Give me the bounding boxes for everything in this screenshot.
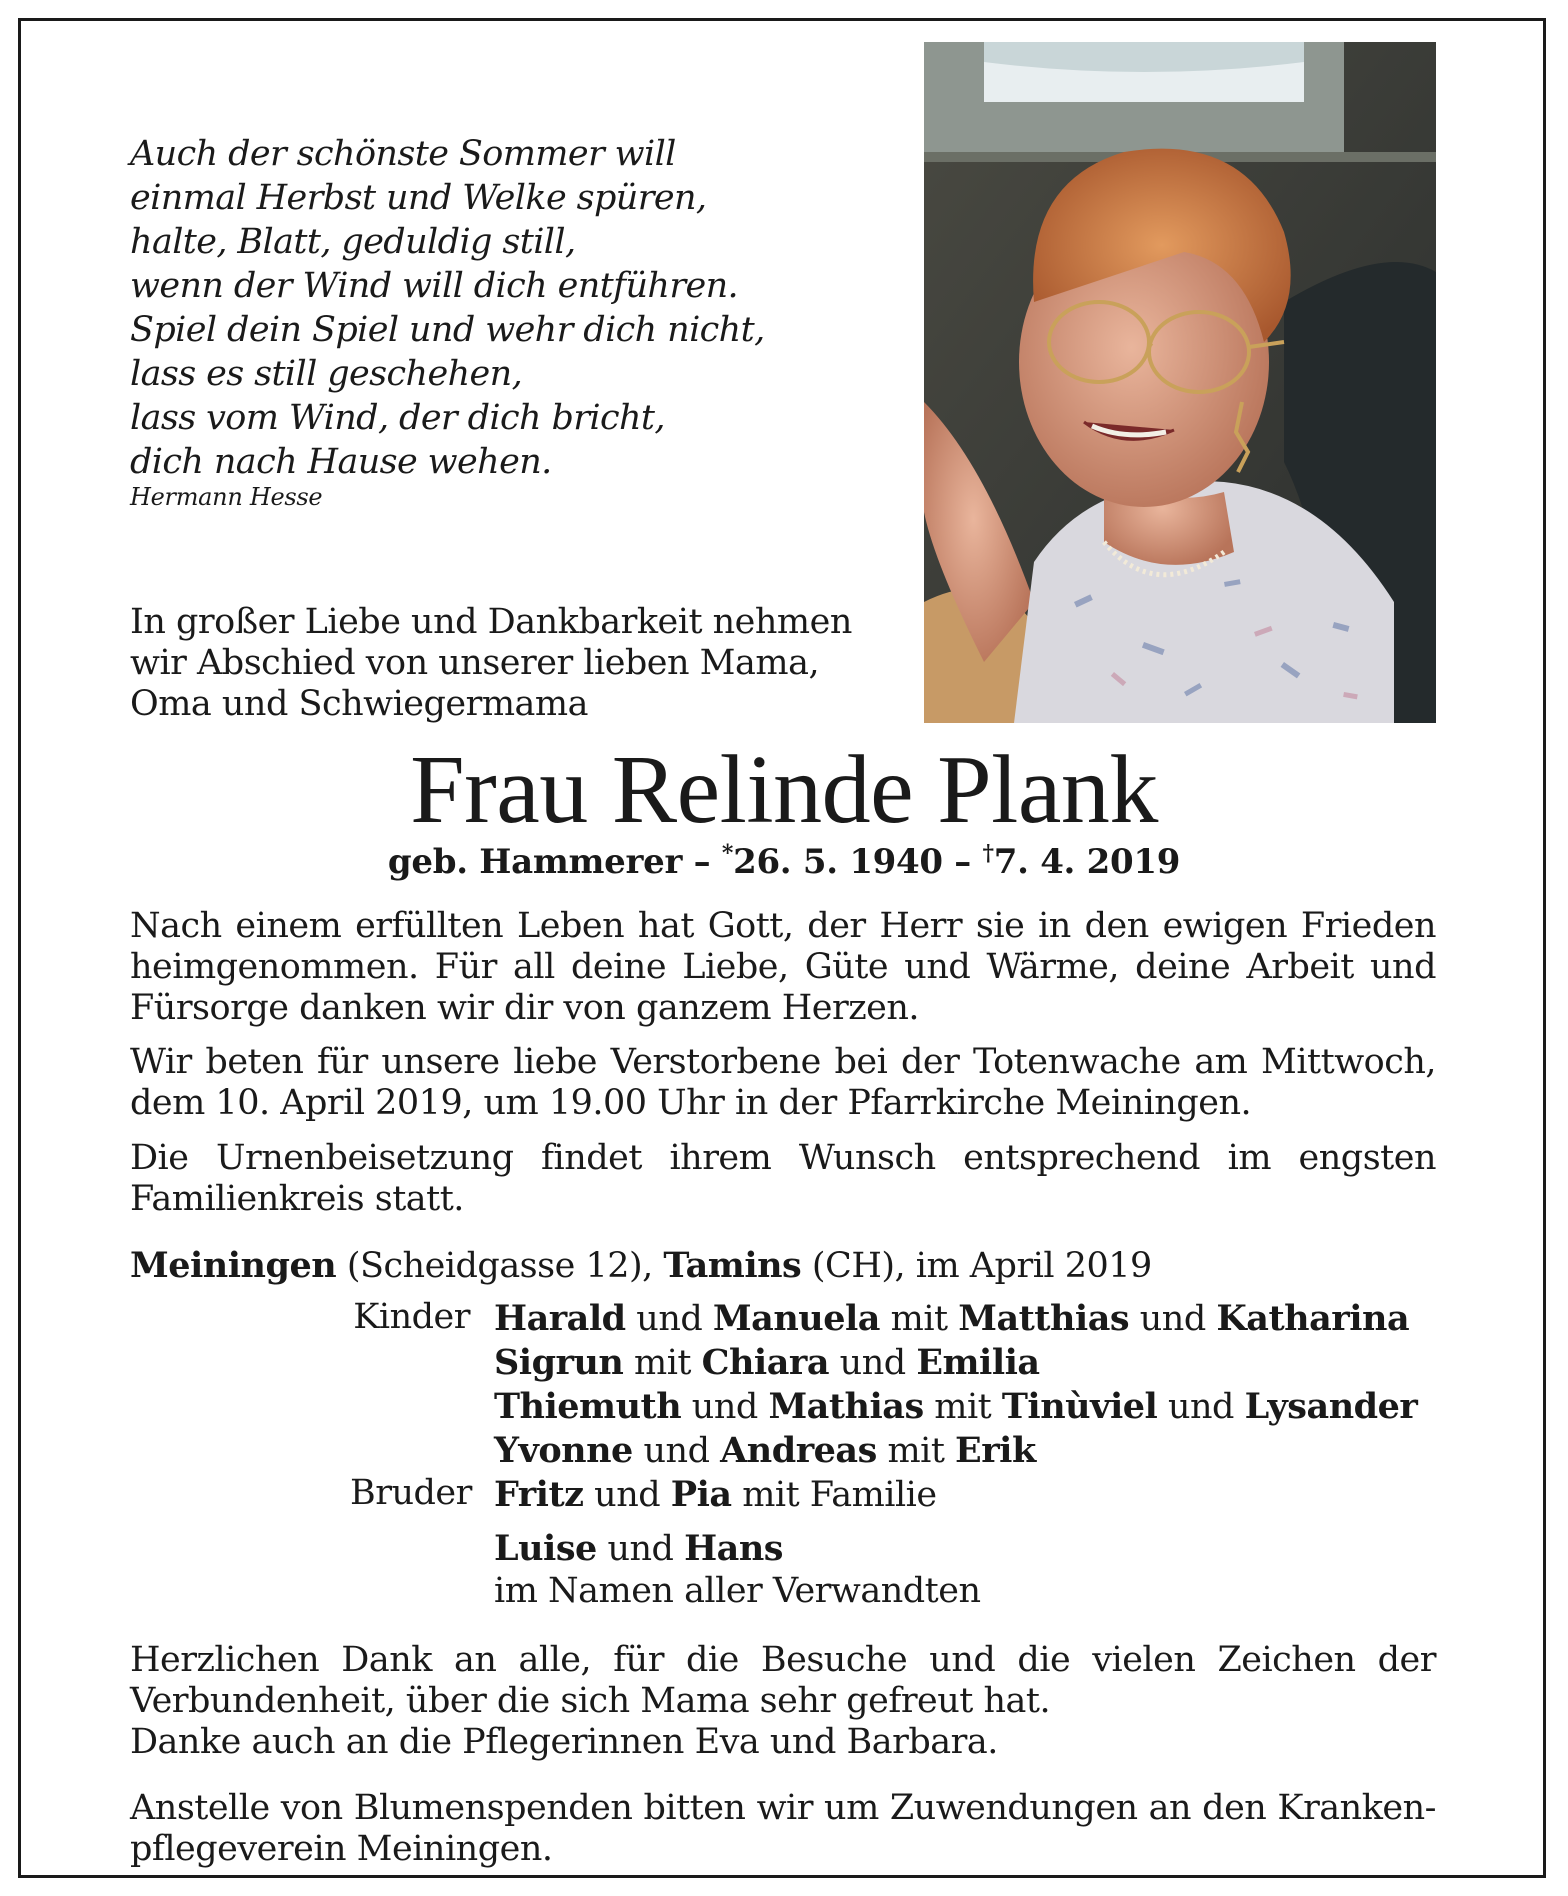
paragraph-line: heimgenommen. Für all deine Liebe, Güte und Wärme, deine Arbeit und [130,947,1436,987]
poem-author: Hermann Hesse [130,483,323,511]
poem-line: lass vom Wind, der dich bricht, [130,398,665,438]
family-line [494,1297,1409,1341]
place-date-line [130,1245,1152,1286]
family-member: Luise [494,1528,597,1569]
paragraph-burial [130,1138,1436,1220]
paragraph-line: Die Urnenbeisetzung findet ihrem Wunsch entsprechend im engsten [130,1138,1436,1178]
paragraph-line: Familienkreis statt. [130,1179,464,1219]
family-member: Harald [494,1298,626,1339]
paragraph-line: Wir beten für unsere liebe Verstorbene bei der Totenwache am Mittwoch, [130,1042,1436,1082]
family-member: Sigrun [494,1342,624,1383]
intro-text [130,602,860,725]
family-member: Manuela [712,1298,880,1339]
paragraph-thanks [130,1640,1436,1763]
paragraph-line: Fürsorge danken wir dir von ganzem Herzen. [130,988,920,1028]
connector: mit [634,1343,691,1383]
intro-line: In großer Liebe und Dankbarkeit nehmen [130,602,852,642]
death-date: 7. 4. 2019 [993,842,1181,882]
family-member: Tinùviel [1001,1386,1158,1427]
connector: und [839,1343,906,1383]
paragraph-donation [130,1788,1436,1870]
deceased-name: Frau Relinde Plank [410,736,1158,844]
poem [130,132,780,484]
family-member: Pia [670,1474,732,1515]
poem-line: wenn der Wind will dich entführen. [130,266,739,306]
family-closing: im Namen aller Verwandten [494,1571,981,1611]
family-line [494,1341,1040,1385]
address: (Scheidgasse 12), [346,1246,653,1286]
connector: mit [887,1431,945,1471]
connector: mit Familie [742,1475,937,1515]
paragraph-wake [130,1042,1436,1124]
family-member: Emilia [916,1342,1040,1383]
connector: und [607,1529,674,1569]
paragraph-line: Danke auch an die Pflegerinnen Eva und Barbara. [130,1722,998,1762]
intro-line: Oma und Schwiegermama [130,684,588,724]
poem-line: Spiel dein Spiel und wehr dich nicht, [130,310,765,350]
family-member: Andreas [720,1430,877,1471]
dash: – [693,842,711,882]
poem-line: Auch der schönste Sommer will [130,134,676,174]
connector: und [1167,1387,1234,1427]
family-member: Erik [955,1430,1036,1471]
family-member: Matthias [958,1298,1130,1339]
family-line [494,1385,1417,1429]
poem-line: halte, Blatt, geduldig still, [130,222,576,262]
paragraph-line: Verbundenheit, über die sich Mama sehr gefreut hat. [130,1681,1051,1721]
family-line [494,1429,1036,1473]
family-member: Katharina [1216,1298,1410,1339]
birth-name: geb. Hammerer [387,842,683,882]
family-line [494,1527,783,1571]
born-symbol: * [721,840,734,867]
family-member: Thiemuth [494,1386,682,1427]
poem-line: lass es still geschehen, [130,354,523,394]
intro-line: wir Abschied von unserer lieben Mama, [130,643,820,683]
paragraph-line: pflegeverein Meiningen. [130,1829,553,1869]
family-member: Hans [684,1528,784,1569]
dash: – [954,842,971,882]
town: Meiningen [130,1245,337,1286]
connector: und [636,1299,703,1339]
connector: und [643,1431,710,1471]
died-symbol: † [982,840,994,867]
connector: mit [890,1299,948,1339]
paragraph-line: dem 10. April 2019, um 19.00 Uhr in der Pfarrkirche Meiningen. [130,1083,1252,1123]
bruder-label: Bruder [350,1473,472,1513]
paragraph-line: Herzlichen Dank an alle, für die Besuche und die vielen Zeichen der [130,1640,1436,1680]
family-member: Yvonne [494,1430,633,1471]
connector: mit [934,1387,992,1427]
poem-line: einmal Herbst und Welke spüren, [130,178,707,218]
paragraph-line: Nach einem erfüllten Leben hat Gott, der Herr sie in den ewigen Frieden [130,906,1436,946]
paragraph-life [130,906,1436,1029]
kinder-label: Kinder [353,1297,470,1337]
portrait-photo [924,42,1436,723]
family-member: Mathias [768,1386,924,1427]
connector: und [1139,1299,1206,1339]
poem-line: dich nach Hause wehen. [130,442,552,482]
family-member: Chiara [701,1342,830,1383]
life-dates [0,842,1568,882]
country-date: (CH), im April 2019 [811,1246,1152,1286]
birth-date: 26. 5. 1940 [733,842,943,882]
paragraph-line: Anstelle von Blumenspenden bitten wir um Zuwendungen an den Kranken- [130,1788,1436,1828]
family-member: Lysander [1244,1386,1418,1427]
town: Tamins [663,1245,802,1286]
connector: und [691,1387,758,1427]
family-member: Fritz [494,1474,584,1515]
family-line [494,1473,937,1517]
connector: und [594,1475,661,1515]
